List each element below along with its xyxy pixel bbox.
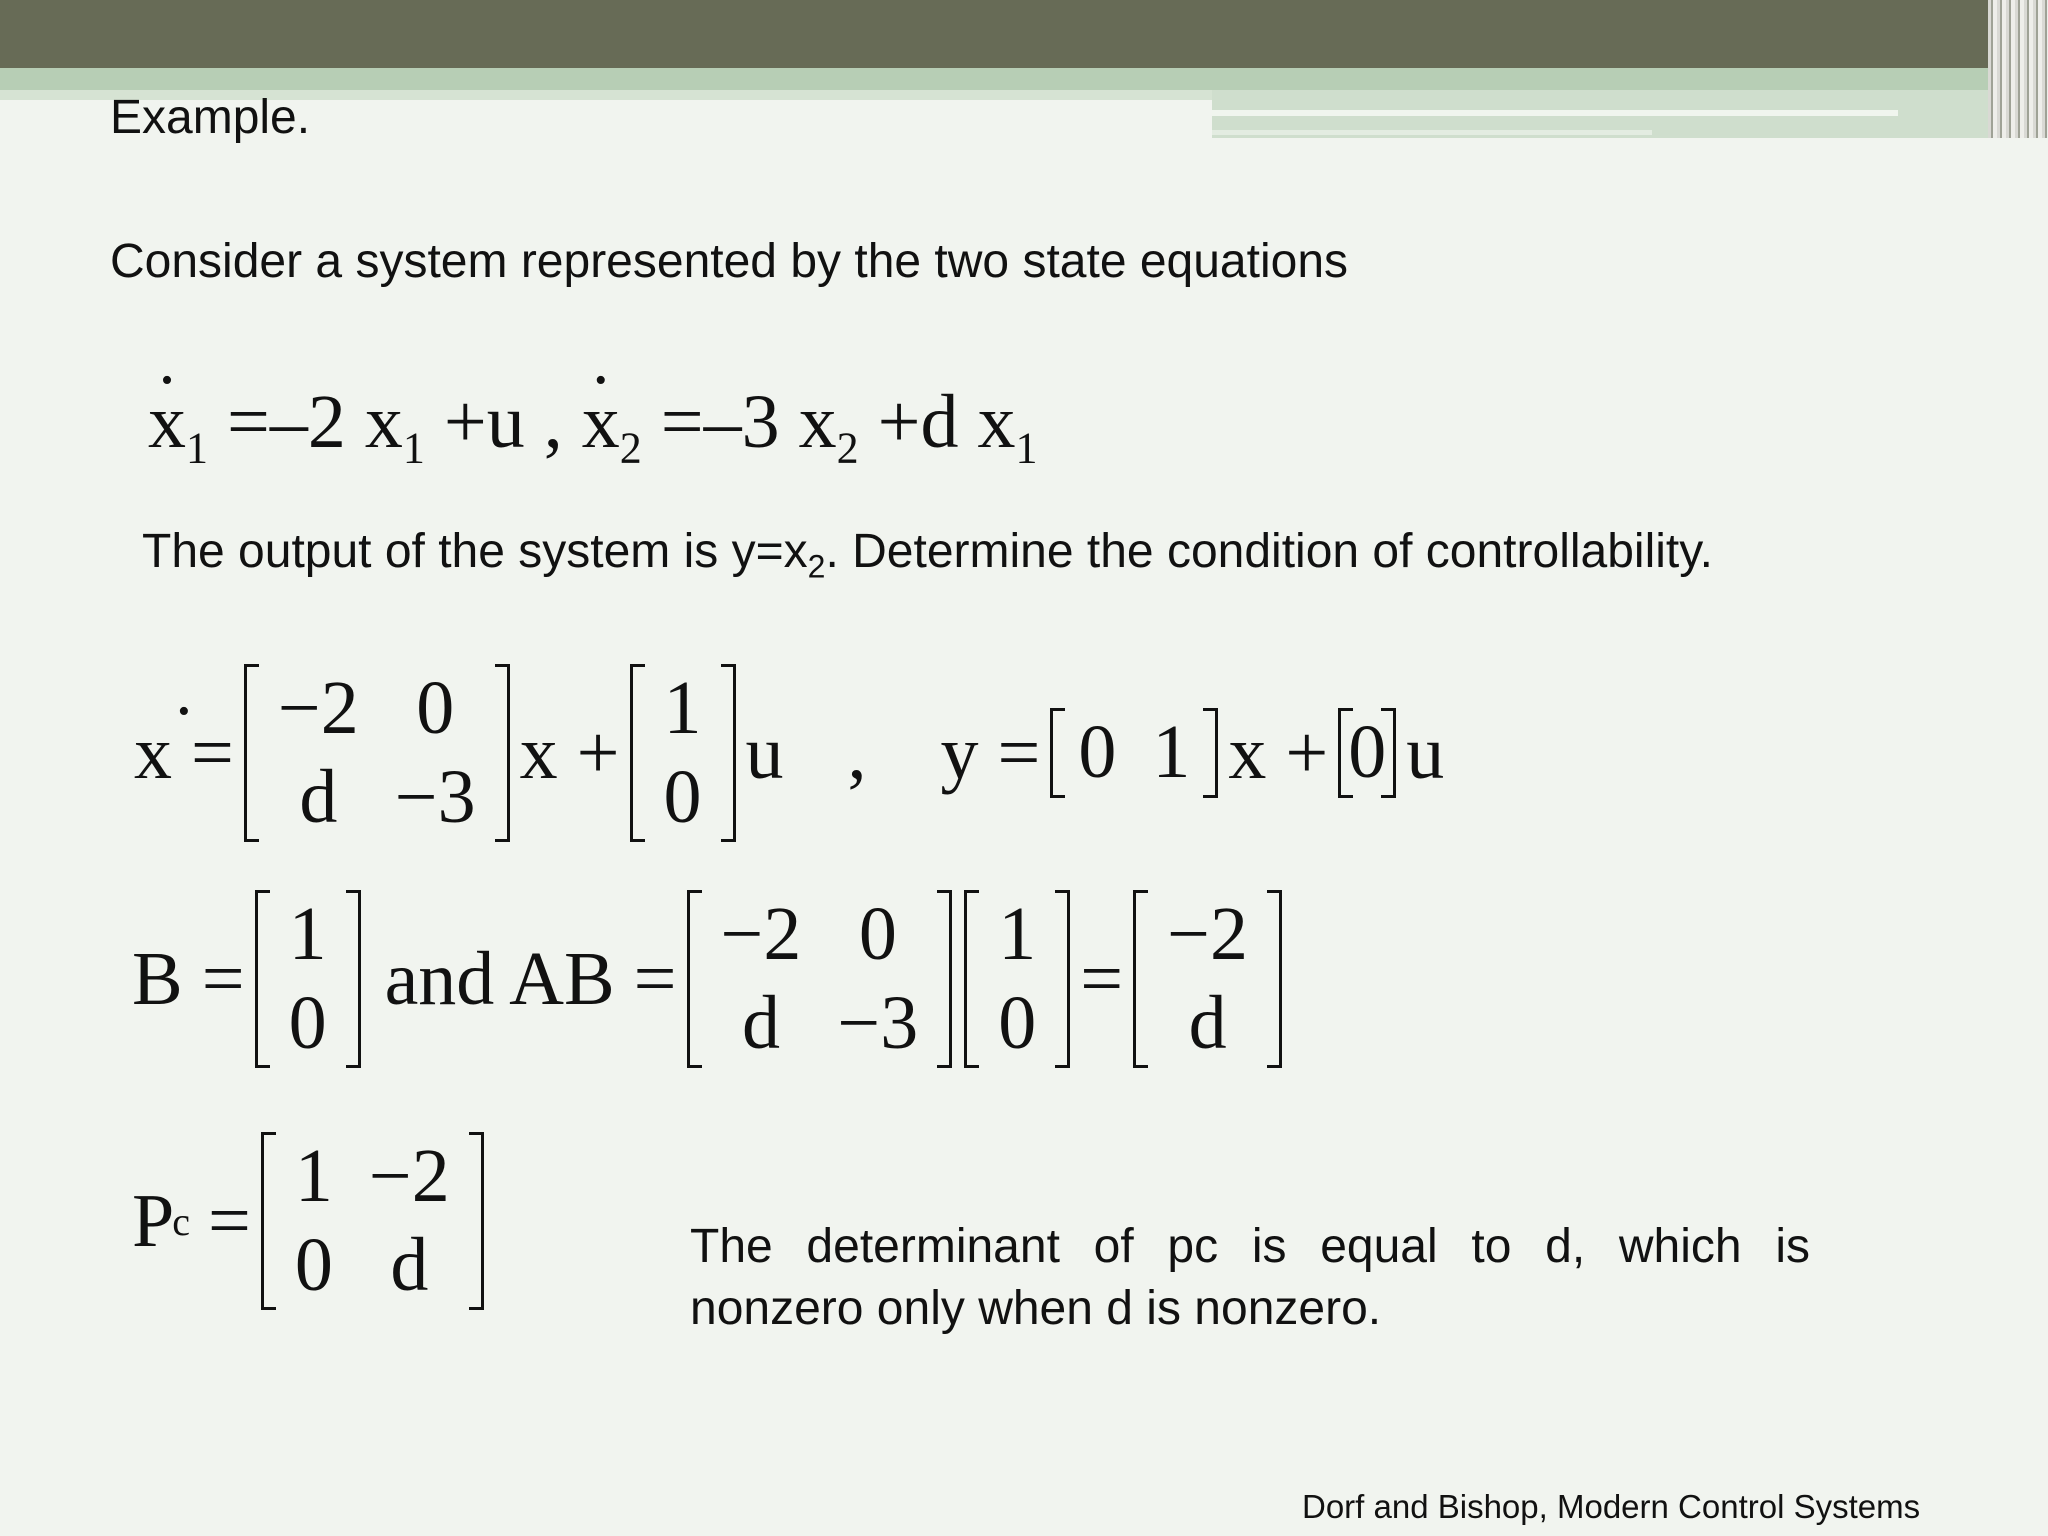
state-space-equation: · x = −2 0 d −3 x + 1 0 u , y = 0 1 x + 0 u	[130, 650, 1448, 856]
header-band	[0, 68, 2048, 90]
slide-heading: Example.	[110, 91, 311, 144]
header-bar	[0, 0, 2048, 68]
header-line	[1212, 110, 1898, 116]
x2-dot: · x	[582, 384, 620, 460]
header-stripes	[1988, 0, 2048, 138]
header-line	[1212, 130, 1652, 135]
matrix-B: 1 0	[630, 664, 736, 842]
intro-text: Consider a system represented by the two state equations	[110, 235, 1349, 288]
matrix-B: 1 0	[964, 890, 1070, 1068]
matrix-B: 1 0	[255, 890, 361, 1068]
matrix-D: 0	[1338, 708, 1396, 797]
matrix-A: −2 0 d −3	[687, 890, 953, 1068]
matrix-A: −2 0 d −3	[244, 664, 510, 842]
output-statement: The output of the system is $y=x_2$. Determine the condition of controllability.	[142, 525, 1714, 585]
matrix-C: 0 1	[1050, 708, 1218, 797]
conclusion-text: The determinant of pc is equal to d, which is nonzero only when d is nonzero.	[690, 1220, 1810, 1336]
matrix-AB: −2 d	[1133, 890, 1282, 1068]
ab-equation: B = 1 0 and AB = −2 0 d −3 1 0 = −2 d	[128, 876, 1288, 1082]
credit-text: Dorf and Bishop, Modern Control Systems	[1302, 1488, 1921, 1525]
x1-dot: · x	[148, 384, 186, 460]
pc-equation: P c = 1 −2 0 d	[128, 1118, 490, 1324]
matrix-Pc: 1 −2 0 d	[261, 1132, 484, 1310]
state-equations: · $x_1 =-2$ $x_1 +u$ , · $x_2 =-3$ $x_2 +d$ $x_1$	[148, 384, 1038, 460]
